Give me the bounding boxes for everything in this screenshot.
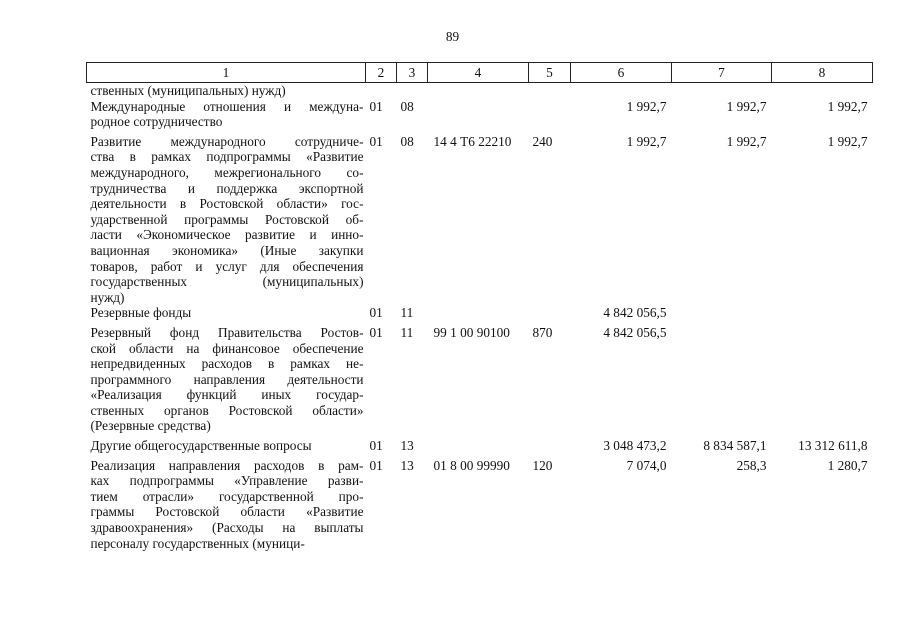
column-header: 7 <box>672 63 772 83</box>
column-header: 8 <box>772 63 873 83</box>
row-description <box>87 458 366 552</box>
description-line: «Реализация функций иных государ- <box>90 387 364 403</box>
row-description <box>87 325 366 438</box>
target-article-code <box>428 305 529 325</box>
target-article-code: 99 1 00 90100 <box>433 324 510 340</box>
description-line: тием отрасли» государственной про- <box>90 488 364 504</box>
description-line: ударственной программы Ростовской об- <box>90 211 364 227</box>
amount-year-2: 8 834 587,1 <box>703 438 767 454</box>
description-line: (Резервные средства) <box>90 418 211 434</box>
table-row <box>87 134 873 306</box>
amount-year-2 <box>672 83 772 99</box>
column-header: 4 <box>428 63 529 83</box>
row-description <box>87 305 366 325</box>
description-line: Резервные фонды <box>90 305 192 321</box>
row-description <box>87 134 366 306</box>
table-header-row <box>87 63 873 83</box>
amount-year-1: 4 842 056,5 <box>603 324 667 340</box>
target-article-code <box>428 83 529 99</box>
column-header: 3 <box>397 63 428 83</box>
section-code: 01 <box>369 98 383 114</box>
target-article-code <box>428 438 529 458</box>
description-line: здравоохранения» (Расходы на выплаты <box>90 520 364 536</box>
description-line: граммы Ростовской области «Развитие <box>90 504 364 520</box>
table-row <box>87 99 873 134</box>
row-description <box>87 99 366 134</box>
column-header: 2 <box>366 63 397 83</box>
description-line: Другие общегосударственные вопросы <box>90 438 312 454</box>
description-line: персоналу государственных (муници- <box>90 535 305 551</box>
description-line: международного, межрегионального со- <box>90 164 364 180</box>
column-header: 5 <box>529 63 571 83</box>
description-line: ской области на финансовое обеспечение <box>90 340 364 356</box>
amount-year-1: 4 842 056,5 <box>603 305 667 321</box>
subsection-code: 08 <box>400 133 414 149</box>
amount-year-3: 13 312 611,8 <box>798 438 868 454</box>
description-line: ласти «Экономическое развитие и инно- <box>90 227 364 243</box>
amount-year-3 <box>772 325 873 438</box>
section-code: 01 <box>369 305 383 321</box>
description-line: нужд) <box>90 289 125 305</box>
description-line: Реализация направления расходов в рам- <box>90 457 364 473</box>
subsection-code: 11 <box>400 324 414 340</box>
amount-year-1 <box>571 83 672 99</box>
description-line: непредвиденных расходов в рамках не- <box>90 356 364 372</box>
section-code: 01 <box>369 457 383 473</box>
description-line: товаров, работ и услуг для обеспечения <box>90 258 364 274</box>
description-line: Резервный фонд Правительства Ростов- <box>90 324 364 340</box>
expense-type-code <box>529 83 571 99</box>
expense-type-code <box>529 438 571 458</box>
expense-type-code <box>529 99 571 134</box>
expense-type-code: 240 <box>532 133 553 149</box>
table-body <box>87 83 873 552</box>
subsection-code: 13 <box>400 457 414 473</box>
column-header: 1 <box>87 63 366 83</box>
amount-year-2 <box>672 325 772 438</box>
description-line: ках подпрограммы «Управление разви- <box>90 473 364 489</box>
description-line: ственных (муниципальных) нужд) <box>90 83 286 98</box>
amount-year-2: 1 992,7 <box>726 133 767 149</box>
description-line: вационная экономика» (Иные закупки <box>90 242 364 258</box>
section-code: 01 <box>369 324 383 340</box>
expense-type-code <box>529 305 571 325</box>
expense-type-code: 870 <box>532 324 553 340</box>
description-line: деятельности в Ростовской области» гос- <box>90 196 364 212</box>
amount-year-3: 1 992,7 <box>827 133 868 149</box>
subsection-code: 08 <box>400 98 414 114</box>
subsection-code: 11 <box>400 305 414 321</box>
description-line: ственных органов Ростовской области» <box>90 402 364 418</box>
amount-year-1: 3 048 473,2 <box>603 438 667 454</box>
amount-year-3 <box>772 305 873 325</box>
table-row <box>87 83 873 99</box>
table-row <box>87 305 873 325</box>
page-number: 89 <box>445 29 460 44</box>
amount-year-1: 1 992,7 <box>626 133 667 149</box>
target-article-code: 14 4 Т6 22210 <box>433 133 512 149</box>
table-row <box>87 325 873 438</box>
amount-year-2 <box>672 305 772 325</box>
target-article-code <box>428 99 529 134</box>
column-header: 6 <box>571 63 672 83</box>
section-code: 01 <box>369 133 383 149</box>
section-code <box>366 83 397 99</box>
budget-table <box>86 62 873 551</box>
description-line: ства в рамках подпрограммы «Развитие <box>90 149 364 165</box>
description-line: Развитие международного сотрудниче- <box>90 133 364 149</box>
section-code: 01 <box>369 438 383 454</box>
row-description <box>87 438 366 458</box>
subsection-code <box>397 83 428 99</box>
amount-year-3: 1 992,7 <box>827 98 868 114</box>
amount-year-2: 1 992,7 <box>726 98 767 114</box>
description-line: государственных (муниципальных) <box>90 274 364 290</box>
description-line: программного направления деятельности <box>90 371 364 387</box>
amount-year-3: 1 280,7 <box>827 457 868 473</box>
row-description <box>87 83 366 99</box>
expense-type-code: 120 <box>532 457 553 473</box>
description-line: трудничества и поддержка экспортной <box>90 180 364 196</box>
table-row <box>87 458 873 552</box>
target-article-code: 01 8 00 99990 <box>433 457 510 473</box>
amount-year-2: 258,3 <box>736 457 767 473</box>
amount-year-3 <box>772 83 873 99</box>
amount-year-1: 1 992,7 <box>626 98 667 114</box>
description-line: Международные отношения и междуна- <box>90 98 364 114</box>
description-line: родное сотрудничество <box>90 114 223 130</box>
amount-year-1: 7 074,0 <box>626 457 667 473</box>
table-row <box>87 438 873 458</box>
subsection-code: 13 <box>400 438 414 454</box>
